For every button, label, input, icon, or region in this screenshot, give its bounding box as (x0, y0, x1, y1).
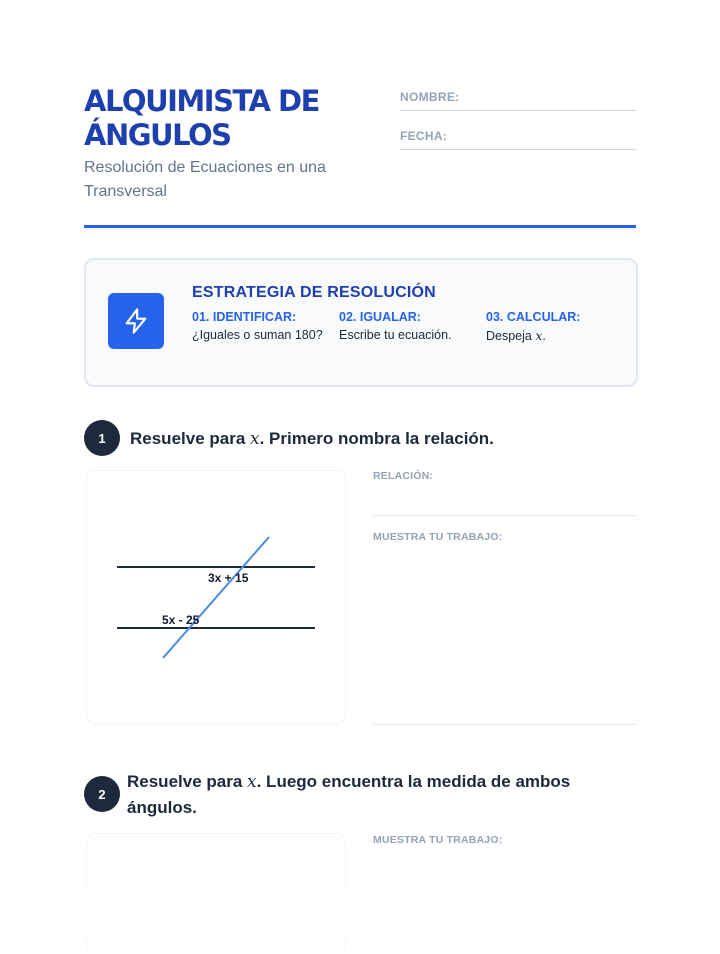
page-subtitle: Resolución de Ecuaciones en una Transversal (84, 159, 326, 200)
prompt-text-before: Resuelve para (127, 772, 248, 791)
name-label: NOMBRE: (400, 90, 460, 104)
step-text: Escribe tu ecuación. (339, 328, 452, 342)
variable-x: x (247, 772, 257, 792)
strategy-step-identify (192, 310, 327, 344)
step-text-after: . (542, 329, 546, 343)
page-title: ALQUIMISTA DE ÁNGULOS (84, 84, 319, 152)
transversal-line (163, 537, 269, 658)
question-number-badge: 2 (84, 776, 120, 812)
lightning-bolt-icon (108, 293, 164, 349)
variable-x: x (250, 429, 260, 449)
question-prompt (130, 426, 630, 452)
variable-x: x (535, 328, 543, 343)
work-label: MUESTRA TU TRABAJO: (373, 531, 503, 543)
name-field[interactable] (400, 88, 636, 111)
step-text: ¿Iguales o suman 180? (192, 328, 323, 342)
page-bottom-margin (0, 890, 720, 932)
angle-label-bottom: 5x - 25 (162, 613, 200, 627)
strategy-step-calculate (486, 310, 621, 345)
strategy-step-equate (339, 310, 474, 344)
transversal-diagram (86, 470, 346, 725)
date-field[interactable] (400, 127, 636, 150)
relation-label: RELACIÓN: (373, 470, 434, 482)
date-label: FECHA: (400, 129, 448, 143)
step-label: 01. IDENTIFICAR: (192, 310, 297, 324)
header-divider (84, 225, 636, 228)
question-number-badge: 1 (84, 420, 120, 456)
relation-answer-line[interactable] (373, 515, 636, 516)
step-text-before: Despeja (486, 329, 536, 343)
strategy-card (84, 258, 638, 387)
prompt-text-before: Resuelve para (130, 429, 251, 448)
work-label: MUESTRA TU TRABAJO: (373, 834, 503, 846)
work-area-bottom-line (373, 724, 636, 725)
diagram-svg (87, 471, 345, 724)
prompt-text-after: . Luego encuentra la medida de ambos ángulos. (127, 772, 571, 817)
question-prompt (127, 769, 627, 820)
angle-label-top: 3x + 15 (208, 571, 249, 585)
step-label: 02. IGUALAR: (339, 310, 421, 324)
prompt-text-after: . Primero nombra la relación. (259, 429, 494, 448)
step-text (486, 327, 621, 345)
step-label: 03. CALCULAR: (486, 310, 581, 324)
strategy-title: ESTRATEGIA DE RESOLUCIÓN (192, 284, 436, 301)
